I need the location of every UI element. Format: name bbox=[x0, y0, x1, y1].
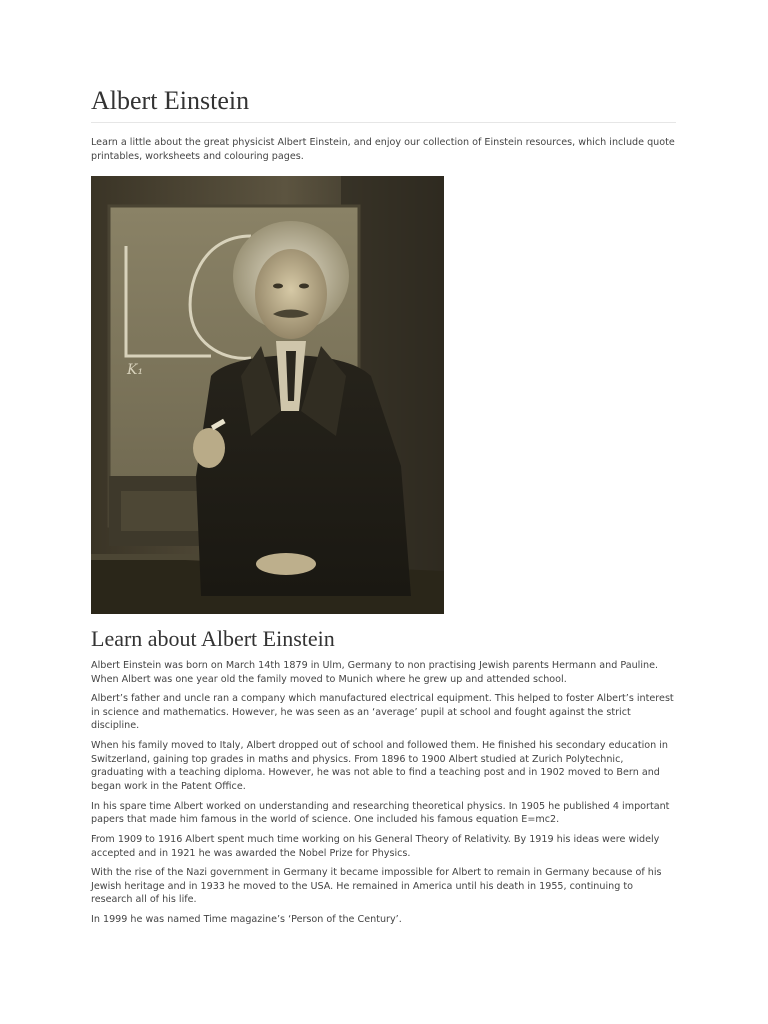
title-divider bbox=[91, 122, 676, 123]
page-title: Albert Einstein bbox=[91, 86, 250, 115]
paragraph: From 1909 to 1916 Albert spent much time working on his General Theory of Relativity. By 1919 his ideas were widely accepted and in 1921 he was awarded the Nobel Prize for Physics. bbox=[91, 834, 660, 859]
paragraph: When his family moved to Italy, Albert dropped out of school and followed them. He finished his secondary education in Switzerland, gaining top grades in maths and physics. From 1896 to 1900 Albert studied at Zurich Polytechnic, graduating with a teaching diploma. However, he was not able to find a teaching post and in 1902 moved to Bern and began work in the Patent Office. bbox=[91, 740, 668, 792]
einstein-portrait-photo bbox=[91, 176, 444, 614]
article-body bbox=[91, 659, 676, 933]
paragraph: In his spare time Albert worked on understanding and researching theoretical physics. In 1905 he published 4 important papers that made him famous in the world of science. One included his famous equation E=mc2. bbox=[91, 800, 670, 826]
paragraph: With the rise of the Nazi government in Germany it became impossible for Albert to remain in Germany because of his Jewish heritage and in 1933 he moved to the USA. He remained in America until his death in 1955, continuing to research all of his life. bbox=[91, 867, 662, 906]
paragraph: Albert’s father and uncle ran a company which manufactured electrical equipment. This helped to foster Albert’s interest in science and mathematics. However, he was seen as an ‘average’ pupil at school and fought against the strict discipline. bbox=[91, 693, 674, 732]
paragraph: Albert Einstein was born on March 14th 1879 in Ulm, Germany to non practising Jewish parents Hermann and Pauline. When Albert was one year old the family moved to Munich where he grew up and attended school. bbox=[91, 660, 659, 685]
intro-paragraph: Learn a little about the great physicist Albert Einstein, and enjoy our collection of Einstein resources, which include quote printables, worksheets and colouring pages. bbox=[91, 137, 675, 162]
chalkboard-text: K₁ bbox=[127, 362, 144, 378]
paragraph: In 1999 he was named Time magazine’s ‘Person of the Century’. bbox=[91, 914, 402, 926]
section-heading: Learn about Albert Einstein bbox=[91, 626, 335, 651]
